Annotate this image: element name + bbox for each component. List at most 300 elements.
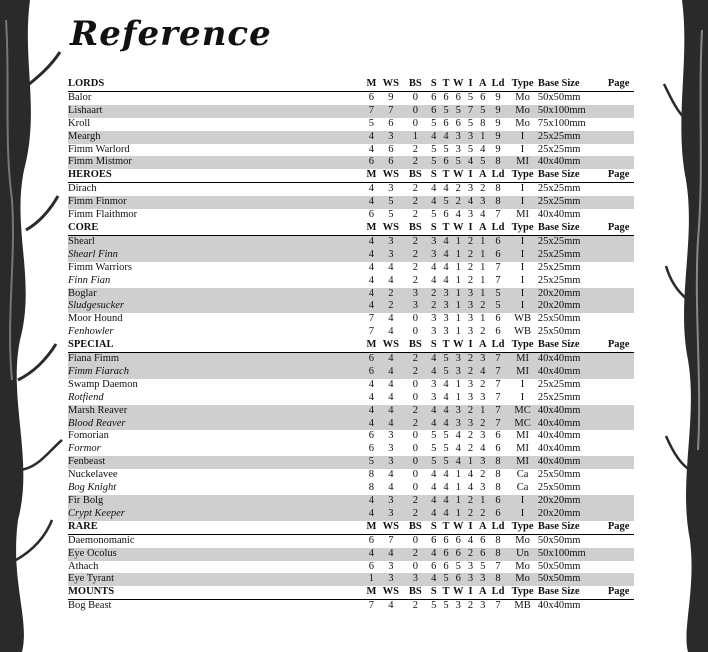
- table-row: [68, 196, 634, 209]
- stat-cell: 1: [477, 288, 489, 301]
- stat-cell: 2: [464, 405, 476, 418]
- stat-cell: 0: [412, 482, 418, 494]
- stat-cell: 4: [364, 418, 378, 431]
- stat-cell: 6: [495, 313, 501, 325]
- stat-cell: I: [520, 183, 525, 195]
- stat-cell: 4: [379, 366, 404, 379]
- stat-cell: 5: [440, 196, 452, 209]
- stat-cell: [603, 91, 634, 104]
- stat-cell: 1: [477, 405, 489, 418]
- stat-cell: 6: [480, 534, 486, 546]
- column-header: WS: [379, 586, 404, 599]
- stat-cell: 4: [443, 378, 449, 390]
- stat-cell: 4: [480, 209, 486, 221]
- stat-cell: 6: [428, 105, 440, 118]
- stat-cell: 0: [412, 469, 418, 481]
- stat-cell: 2: [467, 443, 474, 455]
- stat-cell: 5: [467, 117, 474, 129]
- unit-name: Fimm Mistmor: [68, 156, 364, 169]
- stat-cell: 5: [440, 456, 452, 469]
- stat-cell: 6: [443, 534, 449, 546]
- stat-cell: 8: [495, 183, 501, 195]
- stat-cell: 4: [443, 391, 449, 403]
- stat-cell: [603, 456, 634, 469]
- stat-cell: 4: [388, 261, 394, 273]
- stat-cell: 6: [368, 534, 375, 546]
- column-header: I: [464, 521, 476, 534]
- stat-cell: 50x100mm: [538, 548, 603, 561]
- stat-cell: [603, 144, 634, 157]
- stat-cell: 4: [464, 156, 476, 169]
- stat-cell: 5: [443, 600, 449, 612]
- stat-cell: 4: [428, 405, 440, 418]
- stat-cell: 4: [464, 196, 476, 209]
- column-header: T: [440, 521, 452, 534]
- stat-cell: I: [507, 495, 538, 508]
- stat-cell: 5: [477, 105, 489, 118]
- stat-cell: 3: [379, 573, 404, 586]
- stat-cell: 4: [364, 249, 378, 262]
- stat-cell: 2: [477, 508, 489, 521]
- stat-cell: 5: [467, 143, 474, 155]
- stat-cell: 4: [431, 482, 437, 494]
- section-name: HEROES: [68, 169, 364, 182]
- table-row: [68, 508, 634, 521]
- stat-cell: 3: [388, 183, 394, 195]
- unit-name: Fir Bolg: [68, 495, 364, 508]
- stat-cell: 4: [379, 405, 404, 418]
- stat-cell: 2: [412, 274, 418, 286]
- table-row: [68, 118, 634, 131]
- section-name: RARE: [68, 521, 364, 534]
- table-row: [68, 156, 634, 169]
- stat-cell: [603, 405, 634, 418]
- column-header: Base Size: [538, 339, 603, 352]
- stat-cell: 1: [452, 235, 464, 248]
- unit-name: Rotfiend: [68, 391, 104, 403]
- stat-cell: 7: [489, 353, 507, 366]
- stat-cell: 5: [443, 143, 449, 155]
- stat-cell: 6: [431, 534, 437, 546]
- table-row: [68, 443, 634, 456]
- column-header: A: [477, 521, 489, 534]
- stat-cell: 5: [431, 117, 437, 129]
- stat-cell: 1: [452, 249, 464, 262]
- stat-cell: 4: [440, 235, 452, 248]
- table-row: [68, 379, 634, 392]
- column-header: Ld: [489, 521, 507, 534]
- stat-cell: 3: [464, 418, 476, 431]
- column-header: S: [428, 521, 440, 534]
- stat-cell: 2: [467, 600, 474, 612]
- stat-cell: [603, 105, 634, 118]
- stat-cell: 7: [464, 105, 476, 118]
- stat-cell: 7: [489, 418, 507, 431]
- stat-cell: 5: [431, 443, 437, 455]
- stat-cell: 2: [480, 469, 486, 481]
- column-header: Type: [507, 169, 538, 182]
- stat-cell: 1: [452, 508, 464, 521]
- stat-cell: 2: [379, 288, 404, 301]
- stat-cell: 4: [428, 508, 440, 521]
- stat-cell: 25x25mm: [537, 261, 581, 273]
- stat-cell: 2: [455, 183, 461, 195]
- stat-cell: 4: [364, 548, 378, 561]
- stat-cell: 1: [364, 573, 378, 586]
- stat-cell: [603, 430, 634, 443]
- stat-cell: 8: [480, 117, 486, 129]
- stat-cell: 4: [379, 548, 404, 561]
- stat-cell: 5: [443, 443, 449, 455]
- unit-name: Fimm Warriors: [68, 261, 132, 273]
- column-header: S: [428, 339, 440, 352]
- stat-cell: 4: [364, 405, 378, 418]
- table-row: [68, 183, 634, 196]
- section-header: [68, 339, 634, 352]
- stat-cell: 4: [388, 378, 394, 390]
- stat-cell: 3: [467, 313, 474, 325]
- stat-cell: 1: [452, 495, 464, 508]
- table-row: [68, 131, 634, 144]
- stat-cell: [603, 209, 634, 222]
- stat-cell: 4: [364, 288, 378, 301]
- stat-cell: 6: [388, 117, 394, 129]
- stat-cell: 5: [440, 573, 452, 586]
- stat-cell: 2: [403, 249, 428, 262]
- stat-cell: 50x50mm: [537, 91, 581, 103]
- stat-cell: 3: [477, 456, 489, 469]
- stat-cell: 1: [477, 495, 489, 508]
- column-header: Page: [603, 222, 634, 235]
- stat-cell: 5: [368, 117, 375, 129]
- stat-cell: 2: [452, 196, 464, 209]
- unit-name: Lishaart: [68, 105, 364, 118]
- stat-cell: 2: [412, 143, 418, 155]
- column-header: S: [428, 169, 440, 182]
- stat-cell: 5: [428, 456, 440, 469]
- stat-cell: MI: [516, 209, 529, 221]
- unit-name: Daemonomanic: [68, 534, 135, 546]
- stat-cell: 2: [403, 235, 428, 248]
- stat-cell: 4: [480, 443, 486, 455]
- stat-cell: 3: [443, 326, 449, 338]
- stat-cell: 4: [440, 418, 452, 431]
- table-row: [68, 392, 634, 405]
- stat-cell: [603, 118, 634, 131]
- stat-cell: 6: [443, 91, 449, 103]
- stat-cell: 4: [428, 353, 440, 366]
- stat-cell: MI: [507, 366, 538, 379]
- stat-cell: 6: [368, 443, 375, 455]
- stat-cell: MI: [516, 443, 529, 455]
- stat-cell: WB: [514, 313, 532, 325]
- stat-cell: 2: [477, 300, 489, 313]
- stat-cell: 4: [368, 378, 375, 390]
- stat-cell: 5: [477, 156, 489, 169]
- column-header: Ld: [489, 586, 507, 599]
- unit-name: Formor: [68, 443, 101, 455]
- stat-cell: 6: [489, 495, 507, 508]
- table-row: [68, 418, 634, 431]
- stat-cell: 3: [467, 560, 474, 572]
- stat-cell: 4: [388, 326, 394, 338]
- stat-cell: 3: [467, 209, 474, 221]
- stat-cell: I: [507, 249, 538, 262]
- table-row: [68, 144, 634, 157]
- stat-cell: 8: [489, 156, 507, 169]
- stat-cell: 1: [455, 391, 461, 403]
- stat-cell: 3: [477, 353, 489, 366]
- stat-cell: 2: [412, 261, 418, 273]
- stat-cell: 4: [364, 508, 378, 521]
- unit-name: Boglar: [68, 288, 364, 301]
- stat-cell: 5: [364, 456, 378, 469]
- section-header: [68, 169, 634, 182]
- column-header: Page: [603, 78, 634, 91]
- stat-cell: 1: [455, 261, 461, 273]
- stat-cell: 8: [495, 534, 501, 546]
- column-header: Base Size: [538, 169, 603, 182]
- stat-cell: 5: [431, 600, 437, 612]
- stat-cell: 0: [412, 326, 418, 338]
- stat-cell: 1: [464, 456, 476, 469]
- stat-cell: [603, 418, 634, 431]
- stat-cell: 25x25mm: [538, 196, 603, 209]
- stat-cell: 0: [412, 430, 418, 442]
- stat-cell: 7: [368, 600, 375, 612]
- stat-cell: 6: [477, 548, 489, 561]
- stat-cell: 4: [388, 469, 394, 481]
- stat-cell: 1: [455, 469, 461, 481]
- stat-cell: 50x100mm: [538, 105, 603, 118]
- stat-cell: 6: [379, 156, 404, 169]
- unit-name: Marsh Reaver: [68, 405, 364, 418]
- stat-cell: 4: [467, 482, 474, 494]
- stat-cell: 6: [495, 443, 501, 455]
- stat-cell: 25x25mm: [538, 131, 603, 144]
- stat-cell: 9: [489, 131, 507, 144]
- stat-cell: 2: [464, 508, 476, 521]
- stat-cell: 8: [489, 548, 507, 561]
- stat-cell: 2: [467, 274, 474, 286]
- stat-cell: 7: [368, 313, 375, 325]
- table-row: [68, 275, 634, 288]
- stat-cell: 6: [388, 143, 394, 155]
- unit-name: Athach: [68, 560, 99, 572]
- column-header: W: [452, 586, 464, 599]
- stat-cell: 4: [443, 482, 449, 494]
- stat-cell: 75x100mm: [537, 117, 586, 129]
- stat-cell: 1: [480, 274, 486, 286]
- stat-cell: 4: [477, 366, 489, 379]
- stat-cell: MI: [516, 430, 529, 442]
- stat-cell: 6: [368, 91, 375, 103]
- column-header: T: [440, 169, 452, 182]
- stat-cell: 6: [455, 534, 461, 546]
- stat-cell: 1: [452, 288, 464, 301]
- stat-cell: 2: [403, 353, 428, 366]
- stat-cell: 6: [431, 91, 437, 103]
- unit-name: Bog Beast: [68, 600, 112, 612]
- stat-cell: [603, 573, 634, 586]
- stat-cell: 5: [431, 430, 437, 442]
- stat-cell: [603, 156, 634, 169]
- stat-cell: I: [507, 300, 538, 313]
- stat-cell: 4: [388, 482, 394, 494]
- column-header: Ld: [489, 78, 507, 91]
- left-tree-border: [0, 0, 64, 652]
- stat-cell: 0: [412, 378, 418, 390]
- stat-cell: 2: [403, 366, 428, 379]
- stat-cell: 4: [443, 261, 449, 273]
- stat-cell: [603, 183, 634, 196]
- stat-cell: 1: [477, 249, 489, 262]
- section-name: MOUNTS: [68, 586, 364, 599]
- stat-cell: 5: [388, 209, 394, 221]
- stat-cell: 7: [495, 261, 501, 273]
- column-header: Base Size: [538, 586, 603, 599]
- column-header: WS: [379, 78, 404, 91]
- stat-cell: 7: [495, 274, 501, 286]
- column-header: M: [364, 78, 378, 91]
- stat-cell: 4: [440, 405, 452, 418]
- stat-cell: [603, 300, 634, 313]
- column-header: Page: [603, 586, 634, 599]
- stat-cell: 2: [403, 196, 428, 209]
- stat-cell: 40x40mm: [538, 418, 603, 431]
- column-header: A: [477, 586, 489, 599]
- stat-cell: 6: [452, 548, 464, 561]
- stat-cell: 9: [388, 91, 394, 103]
- right-tree-border: [662, 0, 708, 652]
- stat-cell: 8: [368, 482, 375, 494]
- stat-cell: [603, 196, 634, 209]
- stat-cell: 3: [464, 300, 476, 313]
- column-header: M: [364, 169, 378, 182]
- stat-cell: 5: [452, 105, 464, 118]
- stat-cell: 6: [480, 91, 486, 103]
- stat-cell: 40x40mm: [537, 209, 581, 221]
- stat-cell: 0: [403, 456, 428, 469]
- stat-cell: 4: [428, 131, 440, 144]
- stat-cell: 3: [467, 378, 474, 390]
- stat-cell: 4: [428, 418, 440, 431]
- stat-cell: 4: [428, 548, 440, 561]
- table-row: [68, 600, 634, 613]
- column-header: T: [440, 586, 452, 599]
- stat-cell: 50x50mm: [538, 573, 603, 586]
- stat-cell: 3: [379, 495, 404, 508]
- stat-cell: 1: [455, 378, 461, 390]
- stat-cell: 0: [412, 443, 418, 455]
- section-header: [68, 586, 634, 599]
- stat-cell: 6: [443, 209, 449, 221]
- stat-cell: MC: [507, 418, 538, 431]
- stat-cell: 6: [452, 573, 464, 586]
- stat-cell: [603, 482, 634, 495]
- stat-cell: 5: [440, 105, 452, 118]
- column-header: BS: [403, 339, 428, 352]
- stat-cell: 2: [464, 249, 476, 262]
- stat-cell: [603, 235, 634, 248]
- stat-cell: 0: [412, 117, 418, 129]
- stat-cell: 3: [431, 313, 437, 325]
- column-header: Page: [603, 339, 634, 352]
- stat-cell: 1: [477, 235, 489, 248]
- stat-cell: 5: [480, 560, 486, 572]
- stat-cell: 2: [412, 183, 418, 195]
- stat-cell: 3: [452, 353, 464, 366]
- column-header: BS: [403, 78, 428, 91]
- stat-cell: 4: [388, 274, 394, 286]
- column-header: I: [464, 586, 476, 599]
- stat-cell: 4: [440, 249, 452, 262]
- stat-cell: 4: [443, 469, 449, 481]
- unit-name: Bog Knight: [68, 482, 117, 494]
- stat-cell: 3: [388, 430, 394, 442]
- stat-cell: 4: [431, 261, 437, 273]
- stat-cell: I: [507, 508, 538, 521]
- unit-name: Blood Reaver: [68, 418, 364, 431]
- column-header: WS: [379, 521, 404, 534]
- stat-cell: 2: [403, 418, 428, 431]
- stat-cell: 2: [477, 418, 489, 431]
- stat-cell: 4: [368, 143, 375, 155]
- stat-cell: Un: [507, 548, 538, 561]
- stat-cell: [603, 392, 634, 405]
- unit-name: Fomorian: [68, 430, 109, 442]
- stat-cell: 4: [364, 235, 378, 248]
- column-header: M: [364, 586, 378, 599]
- stat-cell: 25x50mm: [537, 482, 581, 494]
- stat-cell: 3: [467, 183, 474, 195]
- stat-cell: I: [520, 143, 525, 155]
- unit-name: Finn Fian: [68, 274, 111, 286]
- stat-cell: 4: [388, 313, 394, 325]
- stat-cell: Ca: [516, 469, 529, 481]
- stat-cell: [603, 262, 634, 275]
- stat-cell: 3: [464, 131, 476, 144]
- stat-cell: 6: [495, 326, 501, 338]
- column-header: BS: [403, 586, 428, 599]
- column-header: A: [477, 222, 489, 235]
- stat-cell: 2: [403, 508, 428, 521]
- stat-cell: 5: [489, 288, 507, 301]
- stat-cell: 2: [464, 548, 476, 561]
- stat-cell: 1: [477, 131, 489, 144]
- stat-cell: 5: [431, 143, 437, 155]
- column-header: M: [364, 521, 378, 534]
- table-row: [68, 482, 634, 495]
- column-header: W: [452, 78, 464, 91]
- unit-name: Kroll: [68, 117, 91, 129]
- stat-cell: 2: [464, 495, 476, 508]
- stat-cell: Mo: [515, 91, 530, 103]
- stat-cell: 2: [412, 209, 418, 221]
- table-row: [68, 366, 634, 379]
- stat-cell: [603, 275, 634, 288]
- stat-cell: 40x40mm: [538, 456, 603, 469]
- stat-cell: 5: [443, 430, 449, 442]
- stat-cell: 20x20mm: [538, 288, 603, 301]
- stat-cell: 6: [364, 353, 378, 366]
- unit-name: Swamp Daemon: [68, 378, 138, 390]
- stat-cell: 0: [412, 560, 418, 572]
- stat-cell: 3: [379, 249, 404, 262]
- stat-cell: 9: [495, 91, 501, 103]
- stat-cell: MB: [514, 600, 531, 612]
- stat-cell: 25x25mm: [537, 143, 581, 155]
